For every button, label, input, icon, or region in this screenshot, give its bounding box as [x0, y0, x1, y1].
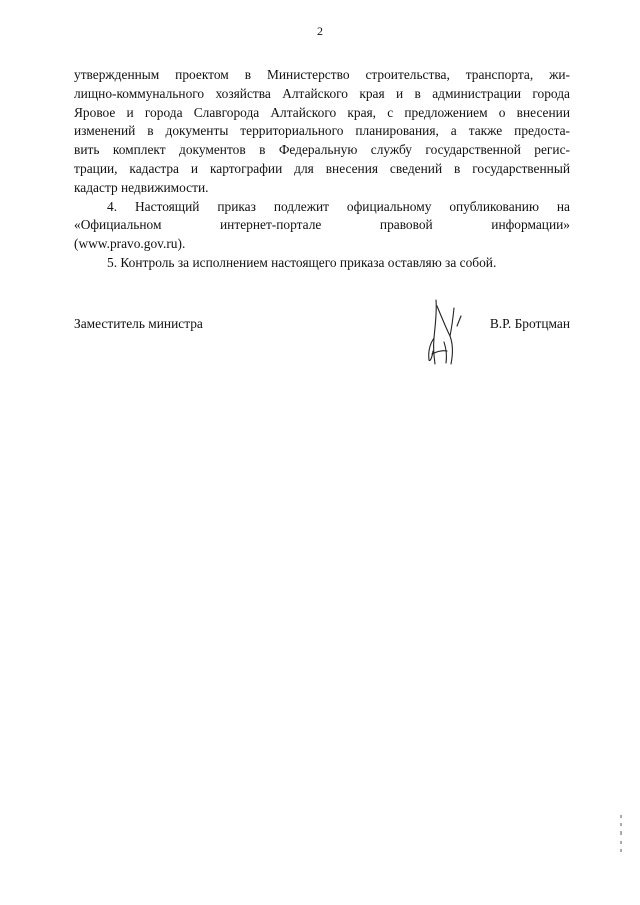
document-body [74, 66, 570, 273]
page-number: 2 [317, 24, 323, 38]
text-line: трации, кадастра и картографии для внесения сведений в государственный [74, 160, 570, 176]
edge-mark [618, 815, 624, 855]
signatory-title: Заместитель министра [74, 316, 203, 331]
text-line: «Официальном интернет-портале правовой информации» [74, 217, 570, 233]
paragraph-4-start: 4. Настоящий приказ подлежит официальному опубликованию на [107, 198, 570, 214]
paragraph-5: 5. Контроль за исполнением настоящего приказа оставляю за собой. [107, 254, 497, 270]
signatory-name: В.Р. Бротцман [489, 316, 570, 331]
signature-block [74, 314, 570, 334]
text-line: изменений в документы территориального планирования, а также предоста- [74, 123, 570, 139]
handwritten-signature [420, 296, 470, 368]
text-line: Яровое и города Славгорода Алтайского края, с предложением о внесении [74, 104, 570, 120]
text-line: вить комплект документов в Федеральную службу государственной регис- [74, 142, 570, 158]
text-line: утвержденным проектом в Министерство строительства, транспорта, жи- [74, 67, 570, 82]
text-line: кадастр недвижимости. [74, 179, 209, 195]
text-line: (www.pravo.gov.ru). [74, 236, 186, 252]
text-line: лищно-коммунального хозяйства Алтайского края и в администрации города [74, 85, 570, 101]
